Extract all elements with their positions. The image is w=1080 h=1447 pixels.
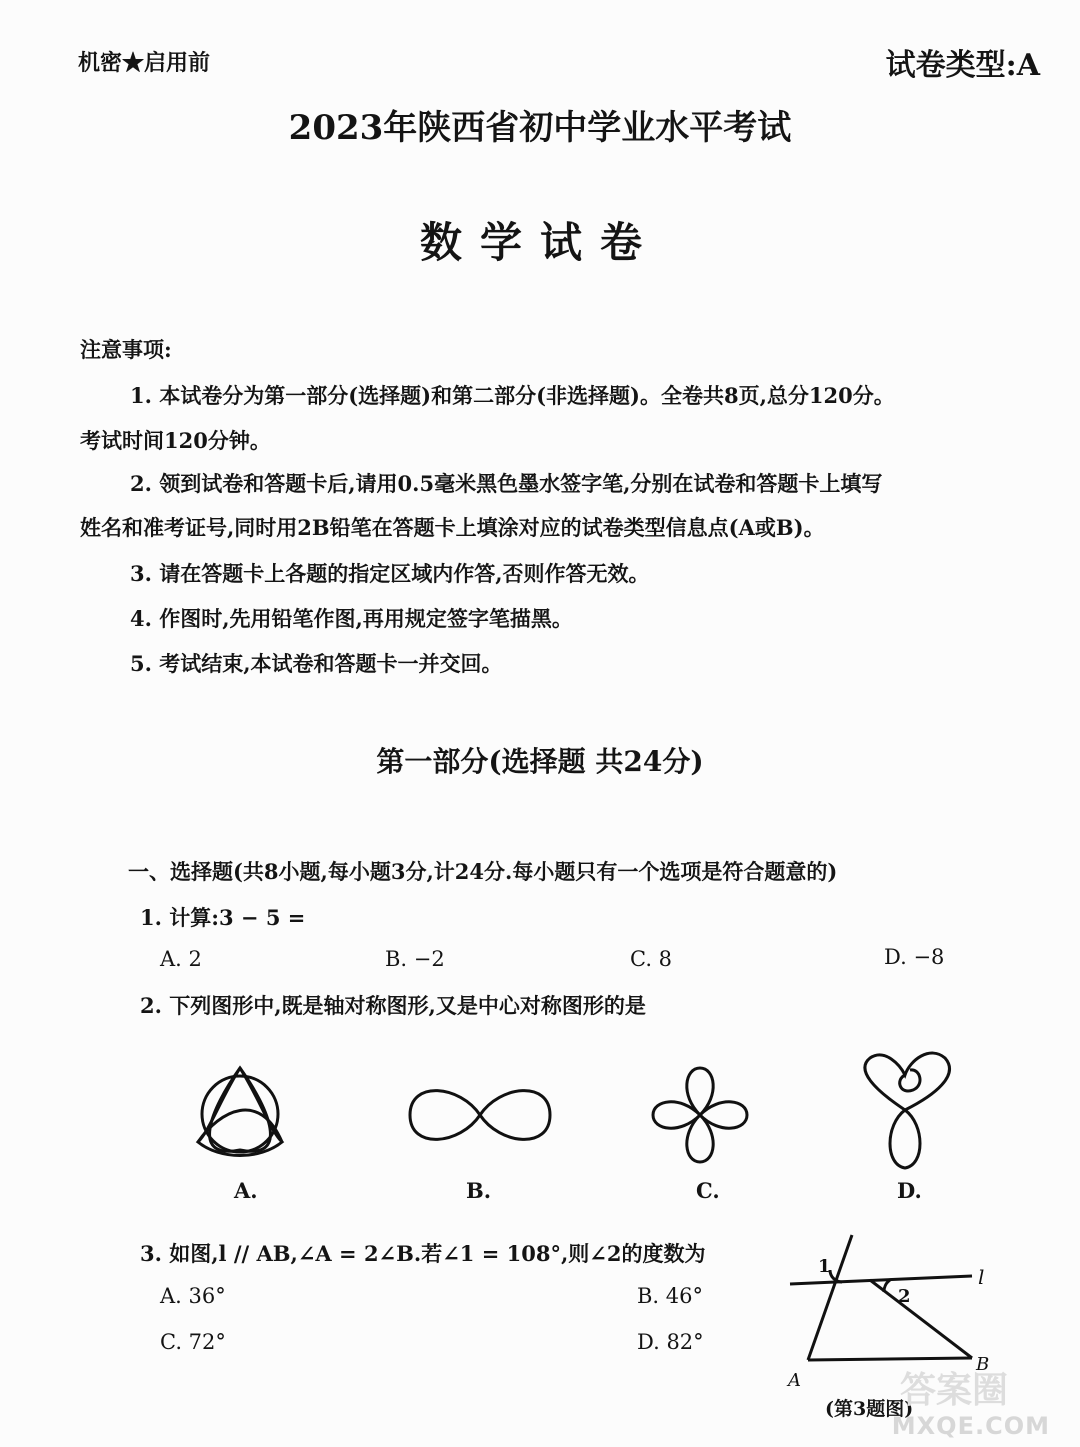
question-1-option-c: C. 8 bbox=[630, 947, 673, 971]
watermark-site: MXQE.COM bbox=[891, 1412, 1050, 1440]
subject-title: 数学试卷 bbox=[419, 218, 660, 267]
point-b-label: B bbox=[976, 1354, 990, 1375]
trefoil-knot-icon bbox=[180, 1050, 300, 1170]
notice-item-2-cont: 姓名和准考证号,同时用2B铅笔在答题卡上填涂对应的试卷类型信息点(A或B)。 bbox=[80, 515, 825, 540]
question-2-stem: 2. 下列图形中,既是轴对称图形,又是中心对称图形的是 bbox=[140, 993, 646, 1018]
exam-title: 2023年陕西省初中学业水平考试 bbox=[288, 108, 792, 148]
point-a-label: A bbox=[788, 1370, 801, 1391]
paper-type-label: 试卷类型:A bbox=[885, 48, 1040, 83]
line-l-label: l bbox=[978, 1265, 985, 1289]
angle-1-label: 1 bbox=[818, 1256, 831, 1277]
four-petal-flower-icon bbox=[645, 1060, 755, 1170]
section-one-heading: 一、选择题(共8小题,每小题3分,计24分.每小题只有一个选项是符合题意的) bbox=[128, 859, 838, 884]
question-1-option-d: D. −8 bbox=[884, 945, 945, 969]
question-3-option-b: B. 46° bbox=[637, 1284, 704, 1308]
question-3-option-a: A. 36° bbox=[160, 1284, 226, 1308]
infinity-icon bbox=[405, 1075, 555, 1155]
question-3-figure-caption: (第3题图) bbox=[825, 1398, 914, 1420]
part-one-heading: 第一部分(选择题 共24分) bbox=[376, 745, 704, 778]
notice-item-1-cont: 考试时间120分钟。 bbox=[80, 428, 271, 453]
angle-2-label: 2 bbox=[898, 1286, 911, 1307]
notice-item-4: 4. 作图时,先用铅笔作图,再用规定签字笔描黑。 bbox=[130, 606, 573, 631]
question-2-figure-label-a: A. bbox=[234, 1178, 258, 1203]
notice-item-1: 1. 本试卷分为第一部分(选择题)和第二部分(非选择题)。全卷共8页,总分120分。 bbox=[130, 383, 895, 408]
question-3-option-c: C. 72° bbox=[160, 1330, 226, 1354]
notice-item-2: 2. 领到试卷和答题卡后,请用0.5毫米黑色墨水签字笔,分别在试卷和答题卡上填写 bbox=[130, 471, 883, 496]
question-2-figure-label-b: B. bbox=[466, 1178, 492, 1203]
question-2-figure-label-c: C. bbox=[696, 1178, 720, 1203]
notice-item-5: 5. 考试结束,本试卷和答题卡一并交回。 bbox=[130, 651, 503, 676]
question-3-option-d: D. 82° bbox=[637, 1330, 704, 1354]
question-1-option-a: A. 2 bbox=[160, 947, 202, 971]
question-1-stem: 1. 计算:3 − 5 = bbox=[140, 905, 306, 930]
notice-item-3: 3. 请在答题卡上各题的指定区域内作答,否则作答无效。 bbox=[130, 561, 650, 586]
confidential-label: 机密★启用前 bbox=[78, 50, 211, 76]
question-3-stem: 3. 如图,l // AB,∠A = 2∠B.若∠1 = 108°,则∠2的度数为 bbox=[140, 1241, 706, 1266]
heart-loop-icon bbox=[855, 1050, 955, 1175]
question-2-figure-label-d: D. bbox=[897, 1178, 922, 1203]
notice-heading: 注意事项: bbox=[80, 337, 172, 362]
watermark-logo: 答案圈 bbox=[900, 1370, 1009, 1411]
question-1-option-b: B. −2 bbox=[385, 947, 445, 971]
